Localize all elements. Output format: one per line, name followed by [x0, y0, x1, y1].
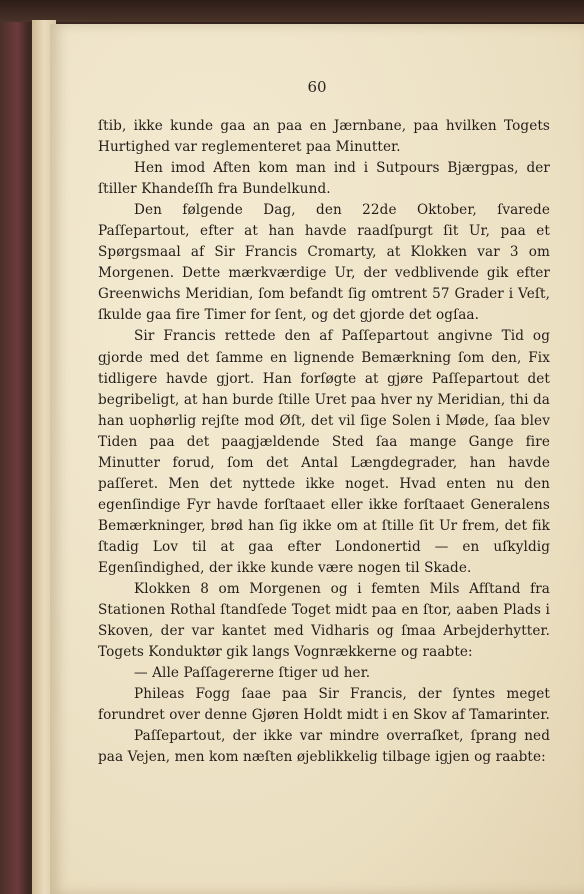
paragraph-4: Sir Francis rettede den af Paſſepartout angivne Tid og gjorde med det ſamme en lignende Bemærkning ſom den, Fix tidligere havde gjort. Han forſøgte at gjøre Paſſepartout det begribeligt, at han burde ſtille Uret paa hver ny Meridian, thi da han uophørlig rejſte mod Øſt, det vil ſige Solen i Møde, ſaa blev Tiden paa det paagjældende Sted ſaa mange Gange fire Minutter forud, ſom det Antal Længdegrader, han havde paſſeret. Men det nyttede ikke noget. Hvad enten nu den egenſindige Fyr havde forſtaaet eller ikke forſtaaet Generalens Bemærkninger, brød han ſig ikke om at ſtille ſit Ur frem, det fik ſtadig Lov til at gaa efter Londonertid — en uſkyldig Egenſindighed, der ikke kunde være nogen til Skade. [98, 328, 551, 576]
page-text [98, 116, 550, 768]
paragraph-6: — Alle Paſſagererne ſtiger ud her. [134, 665, 371, 682]
paragraph-7: Phileas Fogg ſaae paa Sir Francis, der ſyntes meget forundret over denne Gjøren Holdt midt i en Skov af Tamarinter. [98, 686, 550, 724]
paragraph-5: Klokken 8 om Morgenen og i femten Mils Afſtand fra Stationen Rothal ſtandſede Toget midt paa en ſtor, aaben Plads i Skoven, der var kantet med Vidharis og ſmaa Arbejderhytter. Togets Konduktør gik langs Vognrækkerne og raabte: [98, 581, 550, 661]
paragraph-2: Hen imod Aften kom man ind i Sutpours Bjærgpas, der ſtiller Khandeſſh fra Bundelkund. [98, 160, 550, 198]
paragraph-8: Paſſepartout, der ikke var mindre overraſket, ſprang ned paa Vejen, men kom næſten øjeblikkelig tilbage igjen og raabte: [98, 728, 550, 766]
book-cover-top [0, 0, 584, 22]
paragraph-1: ſtib, ikke kunde gaa an paa en Jærnbane, paa hvilken Togets Hurtighed var reglementeret paa Minutter. [98, 118, 550, 156]
page-number: 60 [307, 78, 327, 96]
paragraph-3: Den følgende Dag, den 22de Oktober, ſvarede Paſſepartout, efter at han havde raadſpurgt ſit Ur, paa et Spørgsmaal af Sir Francis Cromarty, at Klokken var 3 om Morgenen. Dette mærkværdige Ur, der vedblivende gik efter Greenwichs Meridian, ſom befandt ſig omtrent 57 Grader i Veſt, ſkulde gaa fire Timer for ſent, og det gjorde det ogſaa. [98, 202, 550, 324]
